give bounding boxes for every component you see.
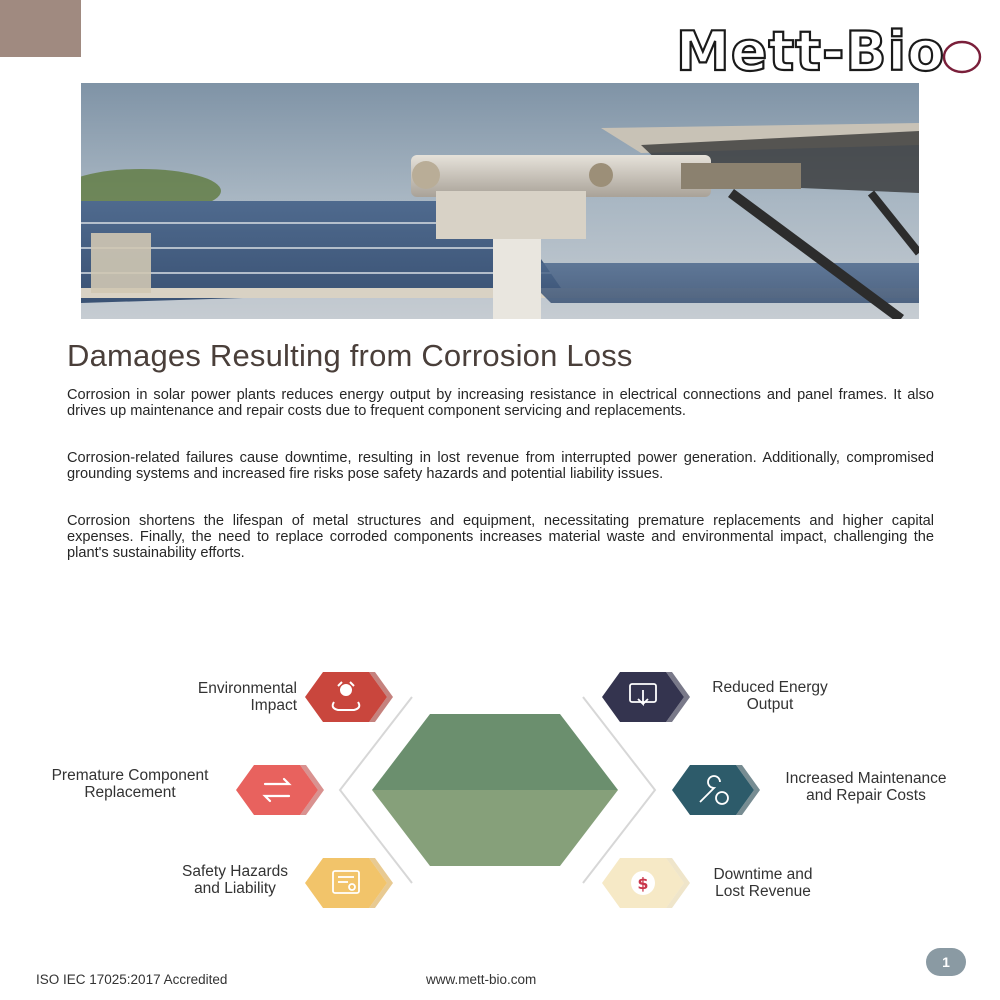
hex-environmental-impact bbox=[305, 672, 393, 722]
paragraph-1: Corrosion in solar power plants reduces energy output by increasing resistance in electrical connections and panel frames. It also drives up maintenance and repair costs due to frequent component servicing and replacements. bbox=[67, 387, 934, 419]
center-hexagon-top bbox=[372, 714, 618, 790]
hex-premature-replacement bbox=[236, 765, 324, 815]
label-premature-replacement: Premature Component Replacement bbox=[51, 767, 209, 801]
dollar-icon bbox=[631, 871, 655, 895]
footer-accreditation: ISO IEC 17025:2017 Accredited bbox=[36, 972, 228, 987]
label-environmental-impact: Environmental Impact bbox=[197, 680, 297, 714]
page-title: Damages Resulting from Corrosion Loss bbox=[67, 338, 633, 373]
logo-text: Mett-Bio bbox=[676, 22, 946, 78]
page-number-badge: 1 bbox=[926, 948, 966, 976]
svg-text:$: $ bbox=[637, 874, 649, 893]
paragraph-3: Corrosion shortens the lifespan of metal structures and equipment, necessitating premature replacements and higher capital expenses. Finally, the need to replace corroded components increases material waste and environmental impact, challenging the plant's sustainability efforts. bbox=[67, 513, 934, 561]
label-safety-hazards: Safety Hazards and Liability bbox=[182, 863, 288, 897]
hex-safety-hazards bbox=[305, 858, 393, 908]
company-logo bbox=[672, 22, 982, 78]
label-maintenance-costs: Increased Maintenance and Repair Costs bbox=[785, 770, 947, 804]
corrosion-impact-diagram bbox=[0, 650, 1000, 930]
hex-reduced-energy bbox=[602, 672, 690, 722]
corner-accent-block bbox=[0, 0, 81, 57]
logo-swoosh bbox=[944, 42, 980, 72]
hex-maintenance-costs bbox=[672, 765, 760, 815]
center-hexagon-bottom bbox=[372, 790, 618, 866]
label-reduced-energy: Reduced Energy Output bbox=[712, 679, 828, 713]
footer-website-link[interactable]: www.mett-bio.com bbox=[426, 972, 537, 987]
hero-image-solar-tracker bbox=[81, 83, 919, 319]
paragraph-2: Corrosion-related failures cause downtime, resulting in lost revenue from interrupted power generation. Additionally, compromised grounding systems and increased fire risks pose safety hazards and potential liability issues. bbox=[67, 450, 934, 482]
label-downtime-revenue: Downtime and Lost Revenue bbox=[713, 866, 813, 900]
hex-downtime-revenue bbox=[602, 858, 690, 908]
